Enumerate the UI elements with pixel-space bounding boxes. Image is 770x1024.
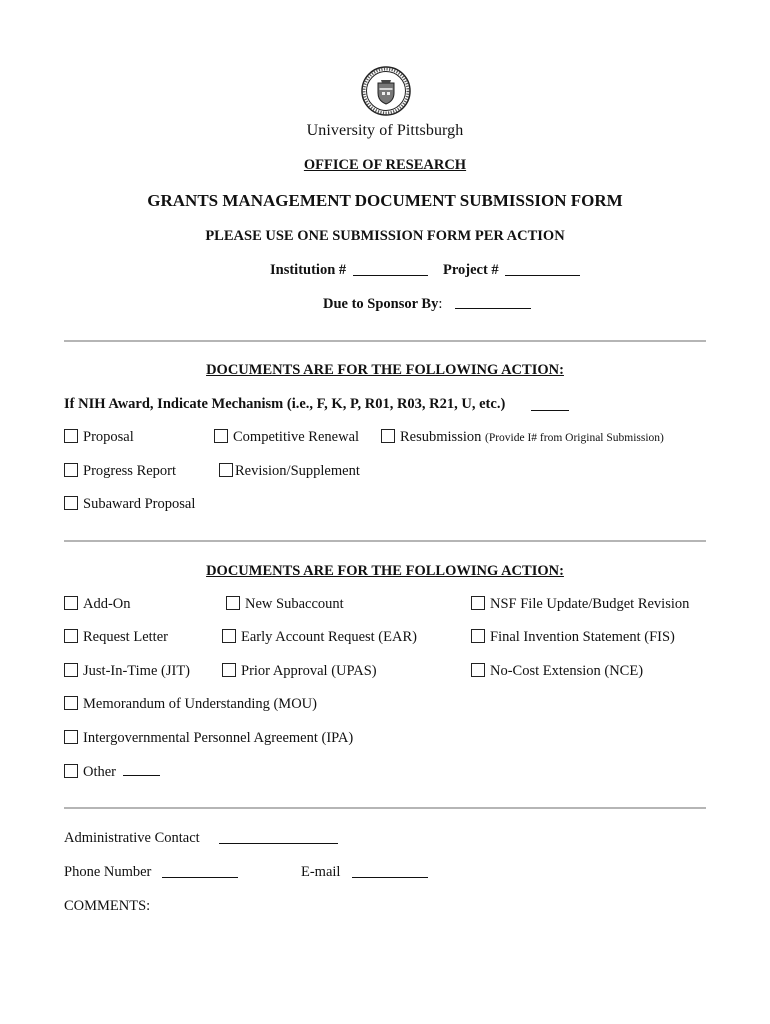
- institution-field[interactable]: [353, 263, 428, 276]
- email-label: E-mail: [301, 864, 341, 880]
- checkbox[interactable]: [64, 663, 78, 677]
- comments-label: COMMENTS:: [64, 898, 151, 914]
- checkbox[interactable]: [64, 696, 78, 710]
- option-other[interactable]: Other: [64, 763, 160, 781]
- option-mou[interactable]: Memorandum of Understanding (MOU): [64, 696, 317, 713]
- section1-heading: DOCUMENTS ARE FOR THE FOLLOWING ACTION:: [206, 362, 564, 378]
- checkbox[interactable]: [64, 463, 78, 477]
- option-new-subaccount[interactable]: New Subaccount: [226, 596, 344, 613]
- phone-label: Phone Number: [64, 864, 152, 880]
- divider: [64, 540, 706, 542]
- checkbox[interactable]: [219, 463, 233, 477]
- option-no-cost-extension[interactable]: No-Cost Extension (NCE): [471, 663, 643, 680]
- option-nsf-file-update[interactable]: NSF File Update/Budget Revision: [471, 596, 689, 613]
- option-proposal[interactable]: Proposal: [64, 429, 134, 446]
- checkbox[interactable]: [471, 629, 485, 643]
- project-label: Project #: [443, 262, 499, 278]
- checkbox[interactable]: [222, 629, 236, 643]
- checkbox[interactable]: [64, 429, 78, 443]
- checkbox[interactable]: [381, 429, 395, 443]
- option-final-invention-statement[interactable]: Final Invention Statement (FIS): [471, 629, 675, 646]
- institution-label: Institution #: [270, 262, 347, 278]
- due-date-field[interactable]: [455, 296, 531, 309]
- divider: [64, 340, 706, 342]
- checkbox[interactable]: [64, 596, 78, 610]
- option-request-letter[interactable]: Request Letter: [64, 629, 168, 646]
- resubmission-note: (Provide I# from Original Submission): [485, 432, 664, 444]
- office-title: OFFICE OF RESEARCH: [303, 157, 467, 173]
- checkbox[interactable]: [214, 429, 228, 443]
- checkbox[interactable]: [64, 629, 78, 643]
- option-early-account-request[interactable]: Early Account Request (EAR): [222, 629, 417, 646]
- due-colon: :: [438, 296, 443, 312]
- instruction-text: PLEASE USE ONE SUBMISSION FORM PER ACTION: [205, 228, 565, 244]
- option-just-in-time[interactable]: Just-In-Time (JIT): [64, 663, 190, 680]
- nih-mechanism-label: If NIH Award, Indicate Mechanism (i.e., F, K, P, R01, R03, R21, U, etc.): [64, 396, 506, 412]
- checkbox[interactable]: [64, 730, 78, 744]
- form-title: GRANTS MANAGEMENT DOCUMENT SUBMISSION FORM: [147, 191, 623, 210]
- phone-field[interactable]: [162, 865, 238, 878]
- option-prior-approval[interactable]: Prior Approval (UPAS): [222, 663, 377, 680]
- section2-heading: DOCUMENTS ARE FOR THE FOLLOWING ACTION:: [206, 563, 564, 579]
- option-subaward-proposal[interactable]: Subaward Proposal: [64, 496, 195, 513]
- university-name: University of Pittsburgh: [306, 122, 464, 139]
- university-seal-icon: [361, 66, 411, 116]
- checkbox[interactable]: [471, 596, 485, 610]
- other-field[interactable]: [123, 763, 160, 776]
- option-competitive-renewal[interactable]: Competitive Renewal: [214, 429, 359, 446]
- checkbox[interactable]: [222, 663, 236, 677]
- checkbox[interactable]: [64, 764, 78, 778]
- nih-mechanism-field[interactable]: [531, 398, 569, 411]
- option-progress-report[interactable]: Progress Report: [64, 463, 176, 480]
- divider: [64, 807, 706, 809]
- email-field[interactable]: [352, 865, 428, 878]
- checkbox[interactable]: [226, 596, 240, 610]
- option-revision-supplement[interactable]: Revision/Supplement: [219, 463, 360, 480]
- option-resubmission[interactable]: Resubmission (Provide I# from Original Submission): [381, 429, 664, 446]
- project-field[interactable]: [505, 263, 580, 276]
- checkbox[interactable]: [64, 496, 78, 510]
- admin-contact-label: Administrative Contact: [64, 830, 200, 846]
- option-ipa[interactable]: Intergovernmental Personnel Agreement (IPA): [64, 730, 353, 747]
- admin-contact-field[interactable]: [219, 831, 338, 844]
- due-to-sponsor-label: Due to Sponsor By: [323, 296, 439, 312]
- option-add-on[interactable]: Add-On: [64, 596, 131, 613]
- checkbox[interactable]: [471, 663, 485, 677]
